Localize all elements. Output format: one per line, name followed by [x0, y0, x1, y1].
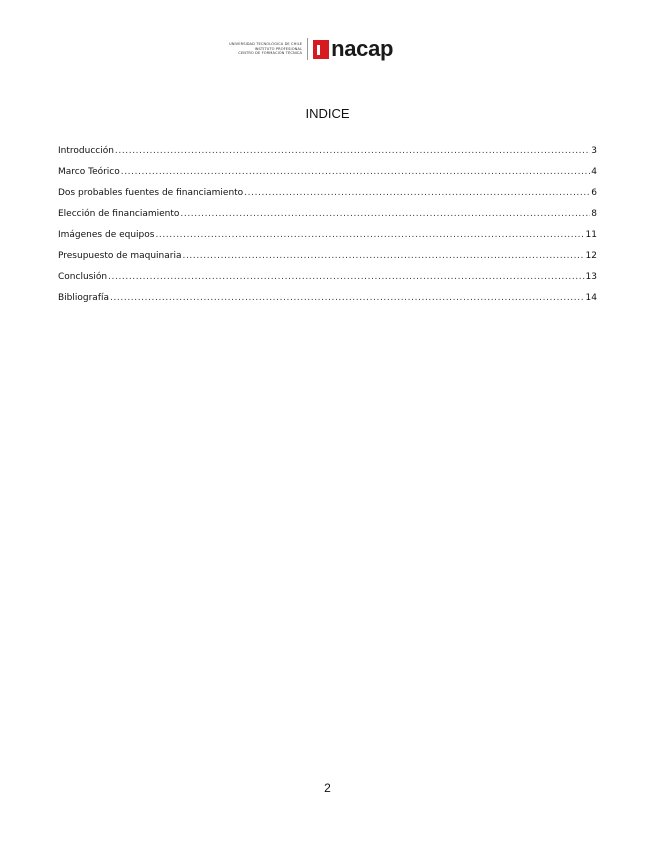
toc-leader-dots	[115, 146, 590, 156]
toc-entry-label: Conclusión	[58, 272, 108, 282]
toc-entry-presupuesto-maquinaria[interactable]	[58, 251, 597, 272]
page-title: INDICE	[305, 106, 350, 121]
table-of-contents	[58, 146, 597, 314]
toc-entry-page: 12	[585, 251, 597, 261]
logo-divider	[307, 38, 308, 60]
toc-entry-label: Introducción	[58, 146, 114, 156]
toc-leader-dots	[121, 167, 591, 177]
logo-mark	[313, 38, 393, 60]
toc-entry-page: 14	[585, 293, 597, 303]
toc-entry-imagenes-equipos[interactable]	[58, 230, 597, 251]
toc-entry-introduccion[interactable]	[58, 146, 597, 167]
logo-tagline	[229, 42, 307, 56]
toc-entry-page: 13	[585, 272, 597, 282]
logo-tagline-line-1: UNIVERSIDAD TECNOLÓGICA DE CHILE	[229, 42, 303, 47]
toc-leader-dots	[183, 251, 585, 261]
toc-entry-page: 11	[585, 230, 597, 240]
toc-entry-label: Elección de financiamiento	[58, 209, 180, 219]
toc-entry-page: 4	[591, 167, 597, 177]
toc-entry-fuentes-financiamiento[interactable]	[58, 188, 597, 209]
toc-entry-label: Dos probables fuentes de financiamiento	[58, 188, 244, 198]
page-number: 2	[324, 781, 331, 795]
toc-entry-page: 8	[591, 209, 597, 219]
toc-entry-label: Imágenes de equipos	[58, 230, 155, 240]
toc-entry-eleccion-financiamiento[interactable]	[58, 209, 597, 230]
toc-leader-dots	[155, 230, 584, 240]
toc-entry-bibliografia[interactable]	[58, 293, 597, 314]
toc-leader-dots	[110, 293, 585, 303]
toc-leader-dots	[180, 209, 590, 219]
toc-entry-page: 3	[591, 146, 597, 156]
toc-entry-page: 6	[591, 188, 597, 198]
institution-logo	[229, 36, 393, 62]
logo-tagline-line-2: INSTITUTO PROFESIONAL	[254, 46, 303, 51]
logo-wordmark: nacap	[331, 36, 394, 61]
toc-entry-conclusion[interactable]	[58, 272, 597, 293]
toc-entry-label: Marco Teórico	[58, 167, 120, 177]
toc-entry-label: Bibliografía	[58, 293, 110, 303]
toc-leader-dots	[244, 188, 590, 198]
logo-tagline-line-3: CENTRO DE FORMACIÓN TÉCNICA	[238, 51, 303, 56]
toc-entry-marco-teorico[interactable]	[58, 167, 597, 188]
toc-entry-label: Presupuesto de maquinaria	[58, 251, 182, 261]
logo-i-icon	[313, 40, 329, 59]
toc-leader-dots	[108, 272, 584, 282]
